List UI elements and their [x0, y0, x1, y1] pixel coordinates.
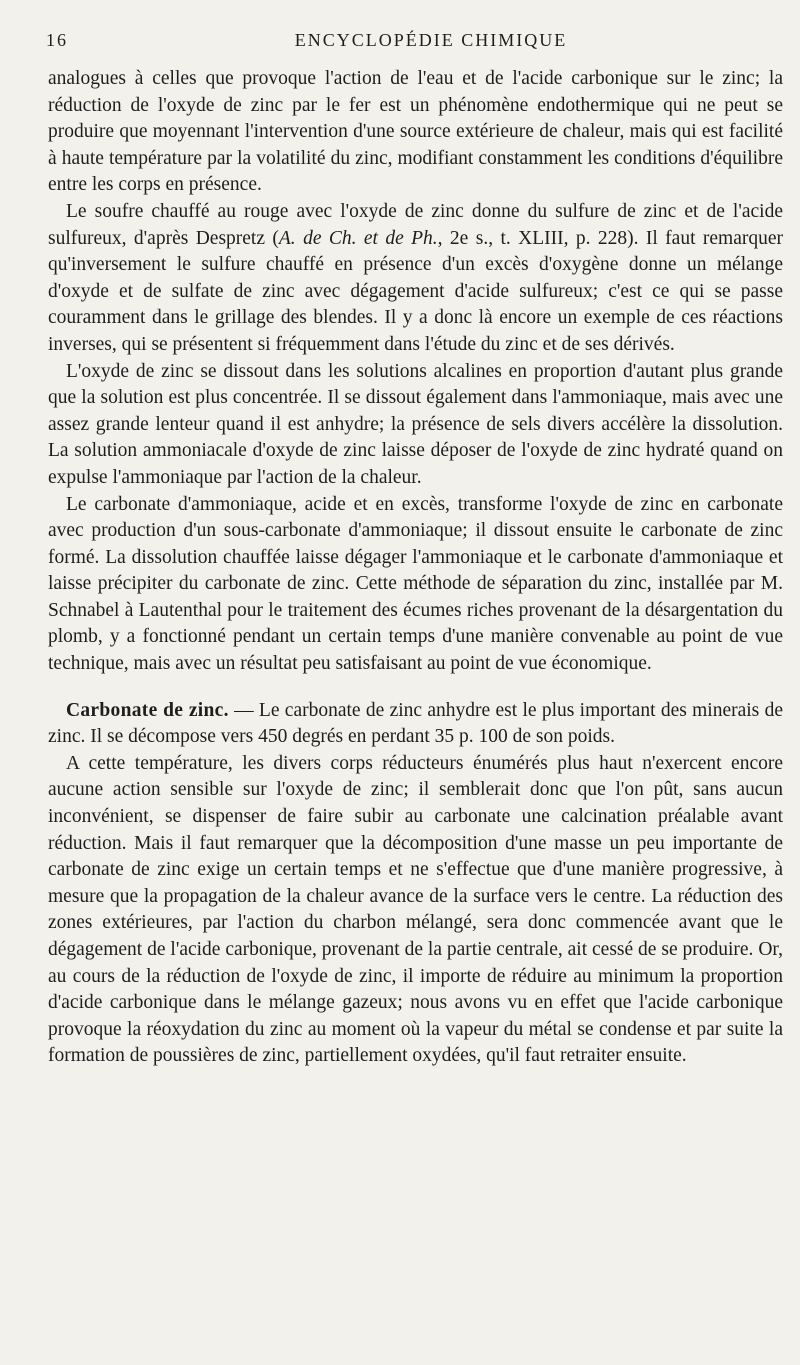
journal-reference: A. de Ch. et de Ph. [278, 227, 438, 249]
paragraph-soufre-text-a: Le soufre chauffé au rouge avec l'oxyde de zinc donne du sulfure de zinc et de l'acide sulfureux, d'après Despretz ( [48, 200, 783, 249]
paragraph-continuation: analogues à celles que provoque l'action de l'eau et de l'acide carbonique sur le zinc; la réduction de l'oxyde de zinc par le fer est un phénomène endothermique qui ne peut se produire que moyennant l'intervention d'une source extérieure de chaleur, mais qui est facilité à haute température par la volatilité du zinc, modifiant constamment les conditions d'équilibre entre les corps en présence. [48, 68, 783, 196]
paragraph-carbonate-de-zinc [48, 698, 783, 751]
page-header [46, 30, 776, 54]
paragraph-soufre [48, 199, 783, 359]
section-intro-text: — Le carbonate de zinc anhydre est le plus important des minerais de zinc. Il se décompose vers 450 degrés en perdant 35 p. 100 de son poids. [48, 699, 783, 748]
section-heading: Carbonate de zinc. [66, 699, 229, 721]
page-body [48, 66, 783, 1070]
paragraph-dissolution: L'oxyde de zinc se dissout dans les solutions alcalines en proportion d'autant plus grande que la solution est plus concentrée. Il se dissout également dans l'ammoniaque, mais avec une assez grande lenteur quand il est anhydre; la présence de sels divers accélère la dissolution. La solution ammoniacale d'oxyde de zinc laisse déposer de l'oxyde de zinc hydraté quand on expulse l'ammoniaque par l'action de la chaleur. [48, 360, 783, 488]
running-title: ENCYCLOPÉDIE CHIMIQUE [294, 30, 568, 50]
paragraph-temperature: A cette température, les divers corps réducteurs énumérés plus haut n'exercent encore aucune action sensible sur l'oxyde de zinc; il semblerait donc que l'on pût, sans aucun inconvénient, se dispenser de faire subir au carbonate une calcination préalable avant réduction. Mais il faut remarquer que la décomposition d'une masse un peu importante de carbonate de zinc exige un certain temps et ne s'effectue que d'une manière progressive, à mesure que la propagation de la chaleur avance de la surface vers le centre. La réduction des zones extérieures, par l'action du charbon mélangé, sera donc commencée avant que le dégagement de l'acide carbonique, provenant de la partie centrale, ait cessé de se produire. Or, au cours de la réduction de l'oxyde de zinc, il importe de réduire au minimum la proportion d'acide carbonique dans le mélange gazeux; nous avons vu en effet que l'acide carbonique provoque la réoxydation du zinc au moment où la vapeur du métal se condense et par suite la formation de poussières de zinc, partiellement oxydées, qu'il faut retraiter ensuite. [48, 752, 783, 1067]
page-number: 16 [46, 30, 68, 50]
paragraph-soufre-text-b: , 2e s., t. XLIII, p. 228). Il faut remarquer qu'inversement le sulfure chauffé en présence d'un excès d'oxygène donne un mélange d'oxyde et de sulfate de zinc avec dégagement d'acide sulfureux; c'est ce qui se passe couramment dans le grillage des blendes. Il y a donc là encore un exemple de ces réactions inverses, qui se présentent si fréquemment dans l'étude du zinc et de ses dérivés. [48, 227, 783, 355]
paragraph-carbonate-ammoniaque: Le carbonate d'ammoniaque, acide et en excès, transforme l'oxyde de zinc en carbonate avec production d'un sous-carbonate d'ammoniaque; il dissout ensuite le carbonate de zinc formé. La dissolution chauffée laisse dégager l'ammoniaque et le carbonate d'ammoniaque et laisse précipiter du carbonate de zinc. Cette méthode de séparation du zinc, installée par M. Schnabel à Lautenthal pour le traitement des écumes riches provenant de la désargentation du plomb, y a fonctionné pendant un certain temps d'une manière convenable au point de vue technique, mais avec un résultat peu satisfaisant au point de vue économique. [48, 493, 783, 675]
